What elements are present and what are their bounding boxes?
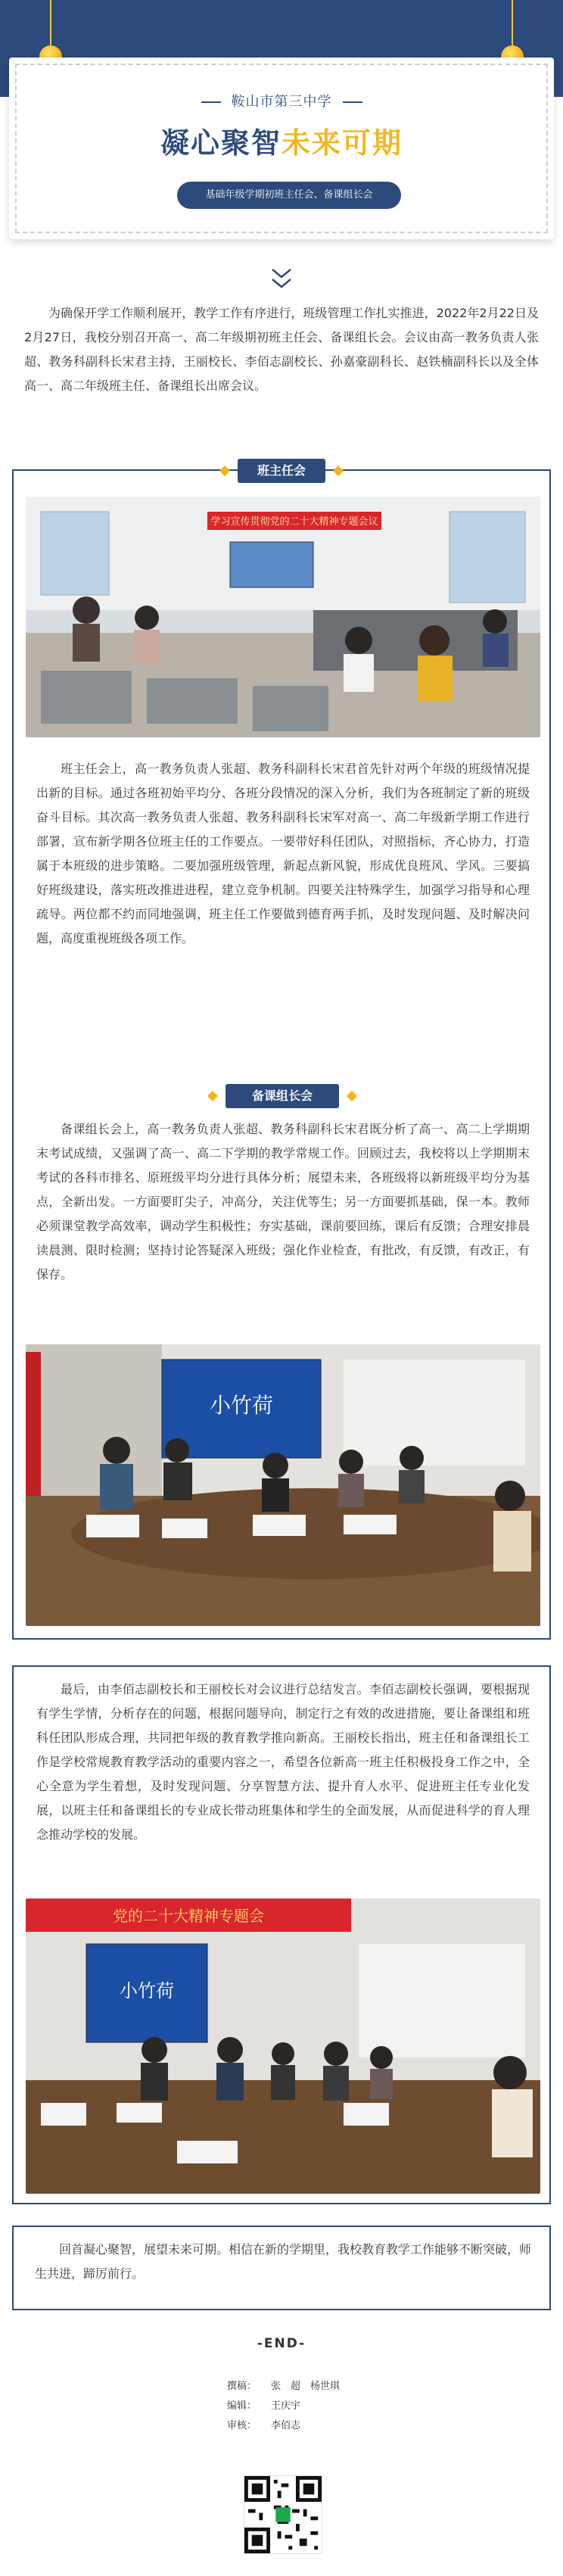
photo-screen-text: 小竹荷 [209, 1393, 274, 1418]
photo-screen-text-3: 小竹荷 [120, 1980, 174, 2001]
photo-banner-text: 学习宣传贯彻党的二十大精神专题会议 [210, 516, 378, 528]
closing-paragraph: 回首凝心聚智，展望未来可期。相信在新的学期里，我校教育教学工作能够不断突破，师生共进，蹄厉前行。 [35, 2242, 532, 2281]
credit-editor: 编辑： 王庆宇 [227, 2400, 301, 2412]
credit-writer: 撰稿： 张 超 杨世琪 [227, 2381, 341, 2392]
photo-meeting-3 [26, 1899, 540, 2194]
section-tag-2: 备课组长会 [226, 1084, 339, 1108]
chevron-down-icon [268, 266, 295, 292]
header-card [9, 58, 554, 239]
title-part-1: 凝心聚智 [160, 126, 282, 160]
photo-meeting-1 [26, 497, 540, 737]
qr-code-icon[interactable] [244, 2475, 322, 2554]
section-class-teacher-meeting [12, 463, 551, 1090]
section2-paragraph: 备课组长会上，高一教务负责人张超、教务科副科长宋君既分析了高一、高二上学期期末考试成绩，又强调了高一、高二下学期的教学常规工作。回顾过去，我校将以上学期期末考试的各科市排名、原班级平均分进行具体分析；展望未来，各班级将以新班级平均分为基点，全新出发。一方面要盯尖子，冲高分，关注优等生；另一方面要抓基础，保一本。教师必须课堂教学高效率，调动学生积极性；夯实基础，课前要回练，课后有反馈；合理安排晨读晨测、限时检测；坚持讨论答疑深入班级；强化作业检查，有批改，有反馈，有改正，有保存。 [36, 1122, 530, 1282]
closing-box [12, 2226, 551, 2310]
section-tag-1: 班主任会 [238, 459, 325, 483]
end-marker: -END- [257, 2336, 306, 2351]
school-name: 鞍山市第三中学 [17, 91, 546, 111]
photo-banner-text-3: 党的二十大精神专题会 [113, 1907, 264, 1925]
intro-paragraph: 为确保开学工作顺利展开，教学工作有序进行，班级管理工作扎实推进，2022年2月22日及2月27日，我校分别召开高一、高二年级期初班主任会、备课组长会。会议由高一教务负责人张超、教务科副科长宋君主持，王丽校长、李佰志副校长、孙嘉豪副科长、赵铁楠副科长以及全体高一、高二年级班主任、备课组长出席会议。 [24, 306, 539, 393]
page-title [17, 120, 546, 161]
subtitle-pill: 基础年级学期初班主任会、备课组长会 [177, 182, 401, 209]
header-inner-frame [15, 64, 548, 233]
credits [227, 2377, 340, 2436]
section3-paragraph: 最后，由李佰志副校长和王丽校长对会议进行总结发言。李佰志副校长强调，要根据现有学生学情，分析存在的问题，根据问题导向，制定行之有效的改进措施，要让备课组和班科任团队形成合理，共同把年级的教育教学推向新高。王丽校长指出，班主任和备课组长工作是学校常规教育教学活动的重要内容之一，希望各位新高一班主任积极投身工作之中，全心全意为学生着想，及时发现问题、分享智慧方法、提升育人水平、促进班主任专业化发展，以班主任和备课组长的专业成长带动班集体和学生的全面发展，从而促进科学的育人理念推动学校的发展。 [36, 1682, 530, 1842]
credit-reviewer: 审核： 李佰志 [227, 2420, 301, 2431]
section-summary [12, 1665, 551, 2204]
section-lesson-group-meeting [12, 1087, 551, 1640]
section1-paragraph: 班主任会上，高一教务负责人张超、教务科副科长宋君首先针对两个年级的班级情况提出新的目标。通过各班初始平均分、各班分段情况的深入分析，我们为各班制定了新的班级奋斗目标。其次高一教务负责人张超、教务科副科长宋军对高一、高二年级新学期工作进行部署，宣布新学期各位班主任的工作要点。一要带好科任团队，对照指标，齐心协力，打造属于本班级的进步策略。二要加强班级管理，新起点新风貌，形成优良班风、学风。三要搞好班级建设，落实班改推进进程，建立竞争机制。四要关注特殊学生，加强学习指导和心理疏导。两位都不约而同地强调，班主任工作要做到德育两手抓，及时发现问题、及时解决问题，高度重视班级各项工作。 [36, 762, 530, 945]
photo-meeting-2 [26, 1344, 540, 1626]
title-part-2: 未来可期 [282, 126, 403, 160]
